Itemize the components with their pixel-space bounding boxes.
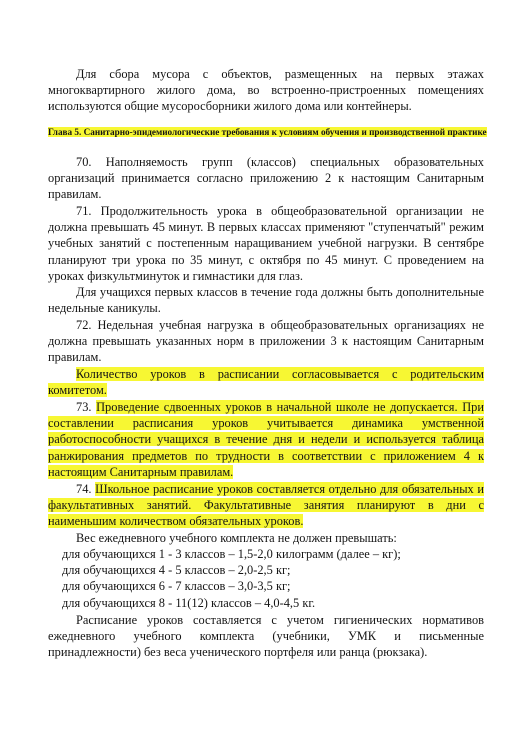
list-item: для обучающихся 1 - 3 классов – 1,5-2,0 килограмм (далее – кг); xyxy=(62,547,401,561)
list-item: для обучающихся 8 - 11(12) классов – 4,0-4,5 кг. xyxy=(62,595,316,610)
list-item: для обучающихся 6 - 7 классов – 3,0-3,5 кг; xyxy=(62,579,291,594)
paragraph-72: 72. Недельная учебная нагрузка в общеобразовательных организациях не должна превышать указанных норм в приложении 3 к настоящим Санитарным правилам. xyxy=(48,318,484,365)
paragraph-71: 71. Продолжительность урока в общеобразовательной организации не должна превышать 45 минут. В первых классах применяют "ступенчатый" режим учебных занятий с постепенным наращиванием учебной нагрузки. В сентябре планируют три урока по 35 минут, с октября по 45 минут. С проведением на уроках физкультминуток и гимнастики для глаз. xyxy=(48,204,484,283)
intro-paragraph: Для сбора мусора с объектов, размещенных на первых этажах многоквартирного жилого дома, во встроенно-пристроенных помещениях используются общие мусоросборники жилого дома или контейнеры. xyxy=(48,67,484,114)
paragraph-70: 70. Наполняемость групп (классов) специальных образовательных организаций принимается согласно приложению 2 к настоящим Санитарным правилам. xyxy=(48,155,484,202)
weight-intro: Вес ежедневного учебного комплекта не должен превышать: xyxy=(76,531,397,545)
weight-list xyxy=(62,546,482,611)
chapter-heading: Глава 5. Санитарно-эпидемиологические требования к условиям обучения и производственной практике xyxy=(48,127,487,137)
paragraph-72-schedule: Количество уроков в расписании согласовывается с родительским комитетом. xyxy=(48,367,484,398)
paragraph-71-holidays: Для учащихся первых классов в течение года должны быть дополнительные недельные каникулы. xyxy=(48,285,484,316)
paragraph-73: 73. Проведение сдвоенных уроков в начальной школе не допускается. При составлении расписания уроков учитывается динамика умственной работоспособности учащихся в течение дня и недели и используется таблица ранжирования предметов по трудности в соответствии с приложением 4 к настоящим Санитарным правилам. xyxy=(48,400,484,479)
final-paragraph: Расписание уроков составляется с учетом гигиенических нормативов ежедневного учебного комплекта (учебники, УМК и письменные принадлежности) без веса ученического портфеля или ранца (рюкзака). xyxy=(48,613,484,660)
paragraph-74: 74. Школьное расписание уроков составляется отдельно для обязательных и факультативных занятий. Факультативные занятия планируют в дни с наименьшим количеством обязательных уроков. xyxy=(48,482,484,529)
list-item: для обучающихся 4 - 5 классов – 2,0-2,5 кг; xyxy=(62,563,291,578)
